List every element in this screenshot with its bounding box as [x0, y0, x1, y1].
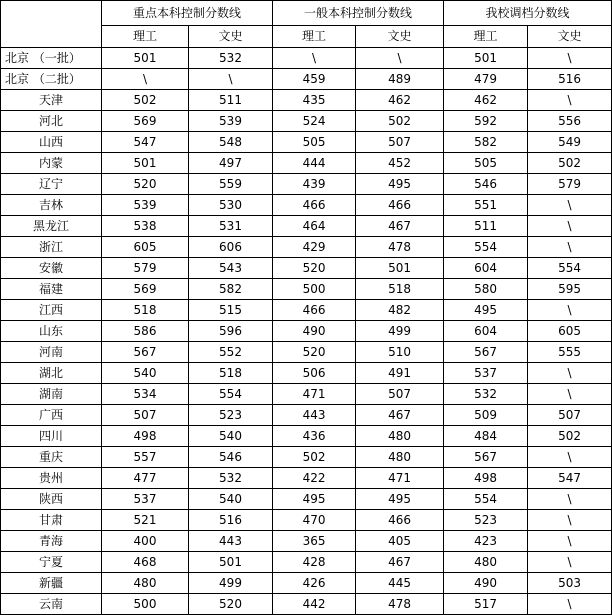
table-header — [1, 1, 612, 48]
score-cell: 501 — [444, 48, 528, 69]
subheader-science: 理工 — [444, 26, 528, 48]
score-cell: 501 — [189, 552, 273, 573]
score-cell: 520 — [273, 342, 356, 363]
score-cell: 530 — [189, 195, 273, 216]
score-cell: 540 — [102, 363, 189, 384]
score-cell: 521 — [102, 510, 189, 531]
score-cell: 477 — [102, 468, 189, 489]
score-cell: 543 — [189, 258, 273, 279]
score-cell: 518 — [356, 279, 444, 300]
score-cell: 540 — [189, 489, 273, 510]
score-cell: 507 — [356, 132, 444, 153]
province-cell: 北京 （二批） — [1, 69, 102, 90]
score-cell: 489 — [356, 69, 444, 90]
province-cell: 陕西 — [1, 489, 102, 510]
score-cell: 495 — [273, 489, 356, 510]
score-cell: 471 — [356, 468, 444, 489]
score-cell: 467 — [356, 216, 444, 237]
score-cell: 579 — [528, 174, 612, 195]
score-cell: \ — [528, 552, 612, 573]
score-cell: 466 — [273, 300, 356, 321]
score-cell: 426 — [273, 573, 356, 594]
score-cell: 459 — [273, 69, 356, 90]
score-cell: 480 — [356, 447, 444, 468]
score-cell: 559 — [189, 174, 273, 195]
score-cell: 435 — [273, 90, 356, 111]
score-cell: 428 — [273, 552, 356, 573]
table-body — [1, 48, 612, 615]
province-cell: 四川 — [1, 426, 102, 447]
province-cell: 内蒙 — [1, 153, 102, 174]
score-cell: 466 — [356, 195, 444, 216]
score-cell: 532 — [189, 48, 273, 69]
table-row — [1, 573, 612, 594]
table-row — [1, 426, 612, 447]
province-cell: 江西 — [1, 300, 102, 321]
score-cell: 554 — [444, 489, 528, 510]
table-row — [1, 510, 612, 531]
score-cell: 497 — [189, 153, 273, 174]
score-cell: 501 — [102, 153, 189, 174]
score-cell: 567 — [102, 342, 189, 363]
table-row — [1, 174, 612, 195]
province-cell: 河南 — [1, 342, 102, 363]
score-cell: 505 — [444, 153, 528, 174]
table-row — [1, 384, 612, 405]
score-cell: 467 — [356, 552, 444, 573]
province-cell: 湖南 — [1, 384, 102, 405]
province-cell: 山东 — [1, 321, 102, 342]
score-cell: 557 — [102, 447, 189, 468]
score-cell: 516 — [528, 69, 612, 90]
province-cell: 天津 — [1, 90, 102, 111]
score-cell: 520 — [189, 594, 273, 615]
score-cell: 552 — [189, 342, 273, 363]
score-cell: 546 — [444, 174, 528, 195]
score-cell: \ — [528, 90, 612, 111]
score-cell: 436 — [273, 426, 356, 447]
header-group-row — [1, 1, 612, 26]
score-cell: 549 — [528, 132, 612, 153]
score-cell: 498 — [444, 468, 528, 489]
score-cell: 502 — [102, 90, 189, 111]
score-cell: 511 — [444, 216, 528, 237]
score-cell: 507 — [356, 384, 444, 405]
score-cell: 482 — [356, 300, 444, 321]
province-cell: 广西 — [1, 405, 102, 426]
score-cell: \ — [528, 531, 612, 552]
subheader-science: 理工 — [102, 26, 189, 48]
score-cell: 582 — [444, 132, 528, 153]
score-cell: 500 — [102, 594, 189, 615]
score-cell: 605 — [528, 321, 612, 342]
table-row — [1, 300, 612, 321]
score-cell: 429 — [273, 237, 356, 258]
score-cell: 556 — [528, 111, 612, 132]
score-cell: 515 — [189, 300, 273, 321]
score-cell: 569 — [102, 111, 189, 132]
score-cell: 517 — [444, 594, 528, 615]
score-cell: 546 — [189, 447, 273, 468]
score-cell: 509 — [444, 405, 528, 426]
province-cell: 云南 — [1, 594, 102, 615]
table-row — [1, 258, 612, 279]
score-cell: 452 — [356, 153, 444, 174]
score-cell: 444 — [273, 153, 356, 174]
score-cell: 539 — [189, 111, 273, 132]
table-row — [1, 594, 612, 615]
score-cell: 423 — [444, 531, 528, 552]
score-cell: 554 — [528, 258, 612, 279]
province-cell: 湖北 — [1, 363, 102, 384]
score-cell: 495 — [444, 300, 528, 321]
province-cell: 甘肃 — [1, 510, 102, 531]
score-cell: 422 — [273, 468, 356, 489]
score-cell: 516 — [189, 510, 273, 531]
score-cell: \ — [528, 237, 612, 258]
score-cell: \ — [528, 363, 612, 384]
score-cell: 490 — [444, 573, 528, 594]
province-cell: 浙江 — [1, 237, 102, 258]
table-row — [1, 489, 612, 510]
score-cell: 442 — [273, 594, 356, 615]
table-row — [1, 363, 612, 384]
score-cell: \ — [528, 300, 612, 321]
score-cell: 532 — [444, 384, 528, 405]
score-cell: 520 — [273, 258, 356, 279]
table-row — [1, 111, 612, 132]
table-row — [1, 153, 612, 174]
score-cell: 480 — [102, 573, 189, 594]
score-cell: 540 — [189, 426, 273, 447]
score-cell: 579 — [102, 258, 189, 279]
province-cell: 青海 — [1, 531, 102, 552]
score-cell: 498 — [102, 426, 189, 447]
table-row — [1, 279, 612, 300]
score-cell: 551 — [444, 195, 528, 216]
table-row — [1, 468, 612, 489]
score-cell: 538 — [102, 216, 189, 237]
score-cell: 506 — [273, 363, 356, 384]
score-cell: 531 — [189, 216, 273, 237]
score-cell: \ — [528, 384, 612, 405]
score-cell: 439 — [273, 174, 356, 195]
score-cell: 400 — [102, 531, 189, 552]
score-cell: 532 — [189, 468, 273, 489]
header-general-undergrad: 一般本科控制分数线 — [273, 1, 444, 26]
score-cell: 555 — [528, 342, 612, 363]
score-cell: 539 — [102, 195, 189, 216]
score-cell: \ — [528, 216, 612, 237]
score-cell: \ — [528, 447, 612, 468]
table-row — [1, 405, 612, 426]
table-row — [1, 447, 612, 468]
score-cell: 480 — [356, 426, 444, 447]
score-cell: 511 — [189, 90, 273, 111]
score-cell: \ — [528, 594, 612, 615]
score-cell: 503 — [528, 573, 612, 594]
score-cell: 502 — [528, 426, 612, 447]
score-cell: 604 — [444, 258, 528, 279]
table-row — [1, 237, 612, 258]
table-row — [1, 321, 612, 342]
subheader-arts: 文史 — [528, 26, 612, 48]
score-cell: 582 — [189, 279, 273, 300]
score-cell: 501 — [356, 258, 444, 279]
subheader-arts: 文史 — [189, 26, 273, 48]
table-row — [1, 216, 612, 237]
score-cell: 537 — [102, 489, 189, 510]
score-cell: 462 — [444, 90, 528, 111]
score-cell: 491 — [356, 363, 444, 384]
score-cell: 595 — [528, 279, 612, 300]
province-cell: 重庆 — [1, 447, 102, 468]
score-cell: 507 — [528, 405, 612, 426]
province-cell: 福建 — [1, 279, 102, 300]
score-cell: 554 — [444, 237, 528, 258]
score-cell: 567 — [444, 447, 528, 468]
score-cell: 524 — [273, 111, 356, 132]
score-cell: 443 — [273, 405, 356, 426]
score-cell: 490 — [273, 321, 356, 342]
score-cell: 569 — [102, 279, 189, 300]
score-cell: 596 — [189, 321, 273, 342]
score-cell: 502 — [528, 153, 612, 174]
score-cell: 499 — [356, 321, 444, 342]
table-row — [1, 195, 612, 216]
score-cell: 479 — [444, 69, 528, 90]
score-cell: 586 — [102, 321, 189, 342]
score-cell: 464 — [273, 216, 356, 237]
score-cell: 466 — [356, 510, 444, 531]
score-cell: 468 — [102, 552, 189, 573]
score-cell: 445 — [356, 573, 444, 594]
score-cell: 499 — [189, 573, 273, 594]
score-cell: 523 — [189, 405, 273, 426]
table-row — [1, 69, 612, 90]
score-cell: 520 — [102, 174, 189, 195]
score-cell: 467 — [356, 405, 444, 426]
table-row — [1, 90, 612, 111]
table-row — [1, 132, 612, 153]
score-cell: 505 — [273, 132, 356, 153]
score-cell: \ — [273, 48, 356, 69]
province-cell: 吉林 — [1, 195, 102, 216]
subheader-science: 理工 — [273, 26, 356, 48]
score-cell: 471 — [273, 384, 356, 405]
table-row — [1, 531, 612, 552]
province-cell: 辽宁 — [1, 174, 102, 195]
score-cell: 547 — [102, 132, 189, 153]
province-cell: 山西 — [1, 132, 102, 153]
score-cell: 592 — [444, 111, 528, 132]
score-cell: \ — [528, 48, 612, 69]
score-cell: 462 — [356, 90, 444, 111]
score-cell: 466 — [273, 195, 356, 216]
province-cell: 贵州 — [1, 468, 102, 489]
header-key-undergrad: 重点本科控制分数线 — [102, 1, 273, 26]
score-cell: 606 — [189, 237, 273, 258]
score-cell: 548 — [189, 132, 273, 153]
score-cell: 507 — [102, 405, 189, 426]
score-cell: 470 — [273, 510, 356, 531]
score-cell: 523 — [444, 510, 528, 531]
score-cell: \ — [189, 69, 273, 90]
score-cell: 605 — [102, 237, 189, 258]
score-cell: 554 — [189, 384, 273, 405]
score-cell: \ — [102, 69, 189, 90]
header-school-admission: 我校调档分数线 — [444, 1, 612, 26]
subheader-arts: 文史 — [356, 26, 444, 48]
score-cell: 534 — [102, 384, 189, 405]
score-cell: 500 — [273, 279, 356, 300]
province-cell: 黑龙江 — [1, 216, 102, 237]
score-cell: 567 — [444, 342, 528, 363]
score-cell: 495 — [356, 174, 444, 195]
score-cell: 547 — [528, 468, 612, 489]
score-cell: \ — [356, 48, 444, 69]
table-row — [1, 342, 612, 363]
table-row — [1, 48, 612, 69]
province-cell: 北京 （一批） — [1, 48, 102, 69]
score-cell: 478 — [356, 237, 444, 258]
table-row — [1, 552, 612, 573]
score-cell: 580 — [444, 279, 528, 300]
score-cell: \ — [528, 195, 612, 216]
score-cell: \ — [528, 510, 612, 531]
score-cell: 480 — [444, 552, 528, 573]
score-cell: 495 — [356, 489, 444, 510]
score-cell: 478 — [356, 594, 444, 615]
score-cell: 518 — [102, 300, 189, 321]
score-cell: 604 — [444, 321, 528, 342]
province-cell: 河北 — [1, 111, 102, 132]
header-corner-cell — [1, 1, 102, 48]
score-cell: 501 — [102, 48, 189, 69]
score-cell: 443 — [189, 531, 273, 552]
score-cell: 502 — [273, 447, 356, 468]
province-cell: 安徽 — [1, 258, 102, 279]
score-cell: 518 — [189, 363, 273, 384]
score-cell: 405 — [356, 531, 444, 552]
province-cell: 宁夏 — [1, 552, 102, 573]
province-cell: 新疆 — [1, 573, 102, 594]
score-cell: 537 — [444, 363, 528, 384]
score-cell: 365 — [273, 531, 356, 552]
score-cell: \ — [528, 489, 612, 510]
score-cell: 502 — [356, 111, 444, 132]
score-cell: 510 — [356, 342, 444, 363]
score-cell: 484 — [444, 426, 528, 447]
